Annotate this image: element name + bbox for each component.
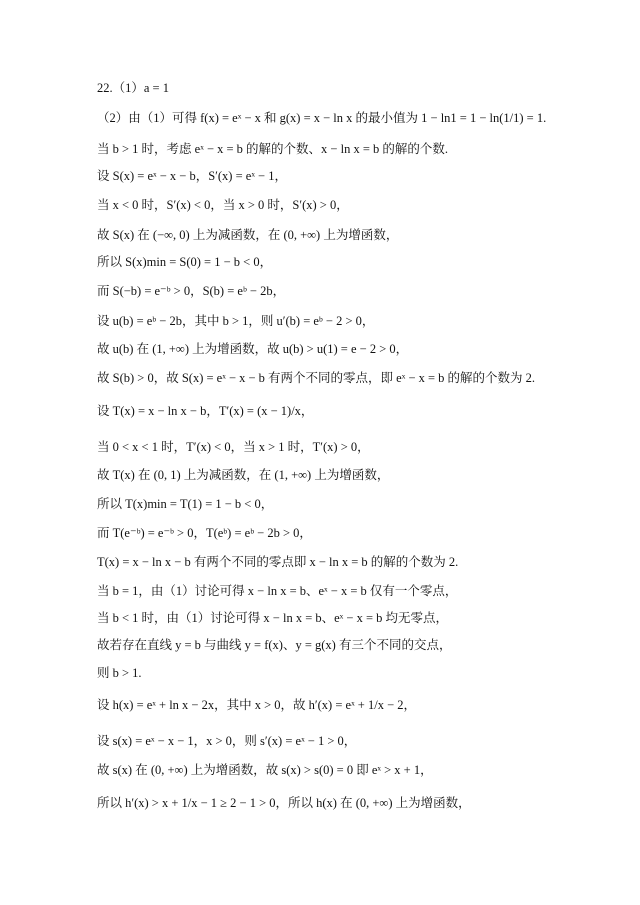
line-25-text: 所以 h′(x) > x + 1/x − 1 ≥ 2 − 1 > 0，所以 h(x) 在 (0, +∞) 上为增函数， — [97, 796, 471, 810]
line-20-text: 故若存在直线 y = b 与曲线 y = f(x)、y = g(x) 有三个不同的交点， — [97, 638, 452, 652]
line-10-text: 故 u(b) 在 (1, +∞) 上为增函数，故 u(b) > u(1) = e − 2 > 0， — [97, 342, 409, 356]
line-19 — [97, 609, 617, 627]
line-23-text: 设 s(x) = eˣ − x − 1，x > 0，则 s′(x) = eˣ − 1 > 0， — [97, 734, 357, 748]
line-7-text: 所以 S(x)min = S(0) = 1 − b < 0， — [97, 255, 273, 269]
line-12 — [97, 402, 617, 420]
line-2 — [97, 109, 617, 127]
line-16-text: 而 T(e⁻ᵇ) = e⁻ᵇ > 0，T(eᵇ) = eᵇ − 2b > 0， — [97, 526, 312, 540]
line-9 — [97, 312, 617, 330]
line-18-text: 当 b = 1，由（1）讨论可得 x − ln x = b、eˣ − x = b 仅有一个零点， — [97, 584, 458, 598]
line-1-text: 22.（1）a = 1 — [97, 81, 169, 95]
line-5-text: 当 x < 0 时，S′(x) < 0，当 x > 0 时，S′(x) > 0， — [97, 198, 349, 212]
line-24 — [97, 761, 617, 779]
line-24-text: 故 s(x) 在 (0, +∞) 上为增函数，故 s(x) > s(0) = 0 即 eˣ > x + 1， — [97, 763, 433, 777]
line-14-text: 故 T(x) 在 (0, 1) 上为减函数，在 (1, +∞) 上为增函数， — [97, 468, 390, 482]
line-15 — [97, 495, 617, 513]
line-5 — [97, 196, 617, 214]
line-4-text: 设 S(x) = eˣ − x − b，S′(x) = eˣ − 1， — [97, 169, 287, 183]
line-20 — [97, 636, 617, 654]
line-21 — [97, 664, 617, 682]
line-11-text: 故 S(b) > 0，故 S(x) = eˣ − x − b 有两个不同的零点，即 eˣ − x = b 的解的个数为 2. — [97, 371, 536, 385]
line-19-text: 当 b < 1 时，由（1）讨论可得 x − ln x = b、eˣ − x = b 均无零点， — [97, 611, 449, 625]
line-12-text: 设 T(x) = x − ln x − b，T′(x) = (x − 1)/x， — [97, 404, 314, 418]
line-23 — [97, 732, 617, 750]
line-21-text: 则 b > 1. — [97, 666, 142, 680]
line-6-text: 故 S(x) 在 (−∞, 0) 上为减函数，在 (0, +∞) 上为增函数， — [97, 228, 399, 242]
line-22 — [97, 696, 617, 714]
line-1 — [97, 79, 617, 97]
line-16 — [97, 524, 617, 542]
line-2-text: （2）由（1）可得 f(x) = eˣ − x 和 g(x) = x − ln x 的最小值为 1 − ln1 = 1 − ln(1/1) = 1. — [97, 111, 547, 125]
line-7 — [97, 253, 617, 271]
line-13 — [97, 438, 617, 456]
line-17 — [97, 553, 617, 571]
line-4 — [97, 167, 617, 185]
line-6 — [97, 226, 617, 244]
line-3 — [97, 140, 617, 158]
line-18 — [97, 582, 617, 600]
line-25 — [97, 794, 617, 812]
line-22-text: 设 h(x) = eˣ + ln x − 2x，其中 x > 0，故 h′(x) = eˣ + 1/x − 2， — [97, 698, 417, 712]
line-8 — [97, 282, 617, 300]
line-13-text: 当 0 < x < 1 时，T′(x) < 0，当 x > 1 时，T′(x) > 0， — [97, 440, 370, 454]
line-9-text: 设 u(b) = eᵇ − 2b，其中 b > 1，则 u′(b) = eᵇ − 2 > 0， — [97, 314, 375, 328]
line-8-text: 而 S(−b) = e⁻ᵇ > 0，S(b) = eᵇ − 2b， — [97, 284, 286, 298]
line-17-text: T(x) = x − ln x − b 有两个不同的零点即 x − ln x = b 的解的个数为 2. — [97, 555, 459, 569]
line-15-text: 所以 T(x)min = T(1) = 1 − b < 0， — [97, 497, 274, 511]
line-3-text: 当 b > 1 时，考虑 eˣ − x = b 的解的个数、x − ln x = b 的解的个数. — [97, 142, 449, 156]
line-11 — [97, 369, 617, 387]
line-14 — [97, 466, 617, 484]
line-10 — [97, 340, 617, 358]
